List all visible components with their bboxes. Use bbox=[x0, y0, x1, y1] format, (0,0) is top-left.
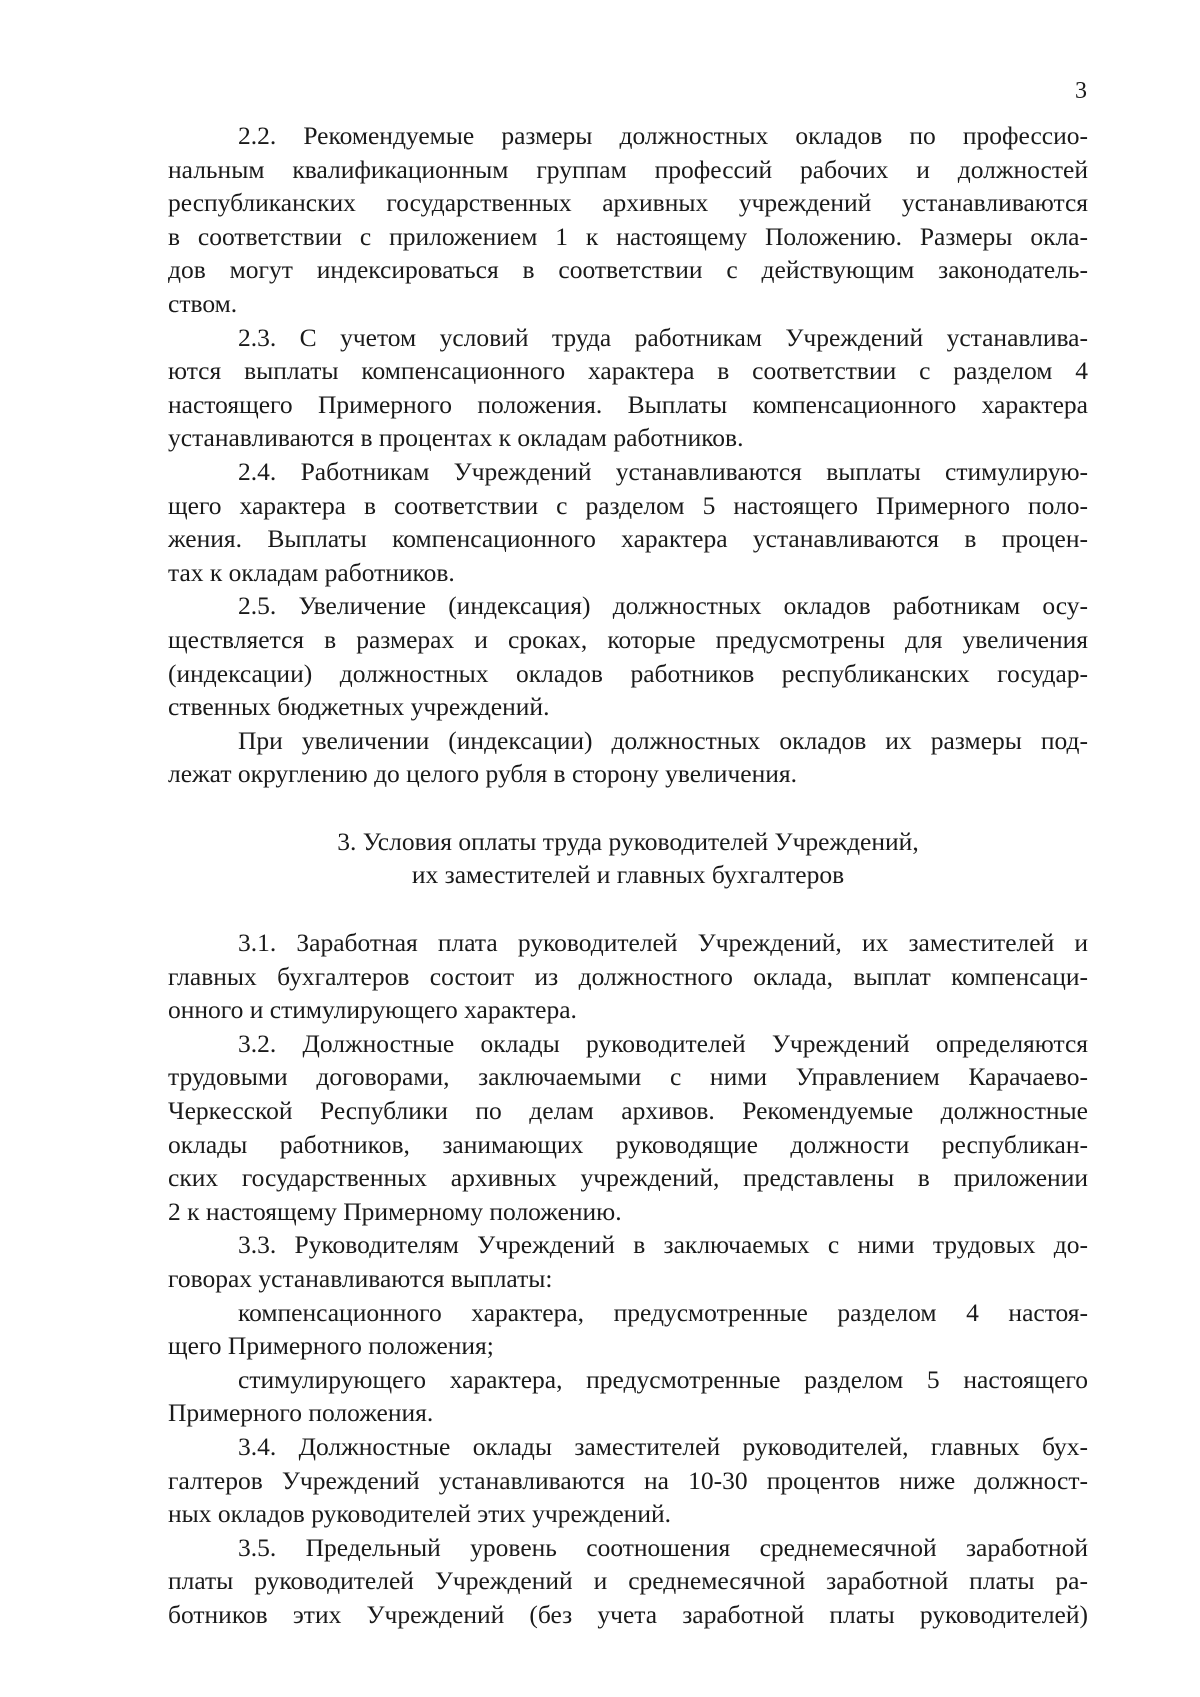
paragraph-line: ботников этих Учреждений (без учета заработной платы руководителей) bbox=[168, 1599, 1088, 1629]
paragraph-3-3-compensation bbox=[168, 1296, 1088, 1363]
paragraph-line: 2.4. Работникам Учреждений устанавливаются выплаты стимулирую- bbox=[238, 456, 1088, 486]
paragraph-line: тах к окладам работников. bbox=[168, 557, 455, 587]
paragraph-line: в соответствии с приложением 1 к настоящему Положению. Размеры окла- bbox=[168, 221, 1088, 251]
paragraph-line: Черкесской Республики по делам архивов. Рекомендуемые должностные bbox=[168, 1096, 1088, 1126]
paragraph-line: главных бухгалтеров состоит из должностного оклада, выплат компенсаци- bbox=[168, 961, 1088, 991]
paragraph-line: 2.5. Увеличение (индексация) должностных окладов работникам осу- bbox=[238, 591, 1088, 621]
paragraph-line: 2.3. С учетом условий труда работникам Учреждений устанавлива- bbox=[238, 322, 1088, 352]
paragraph-3-2 bbox=[168, 1027, 1088, 1229]
section-heading-line: их заместителей и главных бухгалтеров bbox=[411, 860, 845, 890]
paragraph-line: При увеличении (индексации) должностных окладов их размеры под- bbox=[238, 725, 1088, 755]
paragraph-line: (индексации) должностных окладов работников республиканских государ- bbox=[168, 658, 1088, 688]
paragraph-line: компенсационного характера, предусмотренные разделом 4 настоя- bbox=[238, 1297, 1088, 1327]
section-3-heading bbox=[168, 825, 1088, 892]
page-number: 3 bbox=[1075, 78, 1087, 104]
paragraph-line: 2 к настоящему Примерному положению. bbox=[168, 1196, 622, 1226]
paragraph-line: лежат округлению до целого рубля в сторону увеличения. bbox=[168, 759, 797, 789]
paragraph-line: говорах устанавливаются выплаты: bbox=[168, 1264, 553, 1293]
spacer bbox=[168, 791, 1088, 825]
paragraph-line: настоящего Примерного положения. Выплаты компенсационного характера bbox=[168, 389, 1088, 419]
paragraph-line: 3.5. Предельный уровень соотношения среднемесячной заработной bbox=[238, 1532, 1088, 1562]
paragraph-line: ских государственных архивных учреждений, представлены в приложении bbox=[168, 1163, 1088, 1193]
paragraph-line: дов могут индексироваться в соответствии с действующим законодатель- bbox=[168, 255, 1088, 285]
paragraph-line: ются выплаты компенсационного характера в соответствии с разделом 4 bbox=[168, 356, 1088, 386]
paragraph-line: оклады работников, занимающих руководящие должности республикан- bbox=[168, 1129, 1088, 1159]
paragraph-2-2 bbox=[168, 119, 1088, 321]
paragraph-line: ственных бюджетных учреждений. bbox=[168, 692, 550, 722]
paragraph-line: щего Примерного положения; bbox=[168, 1331, 494, 1361]
paragraph-2-5-rounding bbox=[168, 724, 1088, 791]
paragraph-line: 3.2. Должностные оклады руководителей Учреждений определяются bbox=[238, 1028, 1088, 1058]
paragraph-line: 3.4. Должностные оклады заместителей руководителей, главных бух- bbox=[238, 1431, 1088, 1461]
section-heading-line: 3. Условия оплаты труда руководителей Учреждений, bbox=[337, 826, 919, 856]
paragraph-line: платы руководителей Учреждений и среднемесячной заработной платы ра- bbox=[168, 1566, 1088, 1596]
spacer bbox=[168, 892, 1088, 926]
paragraph-2-3 bbox=[168, 321, 1088, 455]
paragraph-line: трудовыми договорами, заключаемыми с ними Управлением Карачаево- bbox=[168, 1062, 1088, 1092]
paragraph-line: нальным квалификационным группам профессий рабочих и должностей bbox=[168, 154, 1088, 184]
paragraph-line: 3.3. Руководителям Учреждений в заключаемых с ними трудовых до- bbox=[238, 1230, 1088, 1260]
paragraph-line: ных окладов руководителей этих учреждений. bbox=[168, 1499, 671, 1529]
paragraph-line: ством. bbox=[168, 288, 238, 318]
paragraph-line: устанавливаются в процентах к окладам работников. bbox=[168, 423, 744, 453]
paragraph-3-1 bbox=[168, 926, 1088, 1027]
paragraph-line: 3.1. Заработная плата руководителей Учреждений, их заместителей и bbox=[238, 928, 1088, 958]
paragraph-3-3 bbox=[168, 1228, 1088, 1295]
paragraph-line: 2.2. Рекомендуемые размеры должностных окладов по профессио- bbox=[238, 121, 1088, 150]
paragraph-line: жения. Выплаты компенсационного характера устанавливаются в процен- bbox=[168, 524, 1088, 554]
paragraph-line: стимулирующего характера, предусмотренные разделом 5 настоящего bbox=[238, 1364, 1088, 1394]
paragraph-3-3-incentive bbox=[168, 1363, 1088, 1430]
paragraph-3-4 bbox=[168, 1430, 1088, 1531]
paragraph-2-4 bbox=[168, 455, 1088, 589]
paragraph-3-5 bbox=[168, 1531, 1088, 1632]
paragraph-line: Примерного положения. bbox=[168, 1398, 434, 1428]
paragraph-line: галтеров Учреждений устанавливаются на 10-30 процентов ниже должност- bbox=[168, 1465, 1088, 1495]
paragraph-line: щего характера в соответствии с разделом 5 настоящего Примерного поло- bbox=[168, 490, 1088, 520]
paragraph-2-5 bbox=[168, 589, 1088, 723]
paragraph-line: республиканских государственных архивных учреждений устанавливаются bbox=[168, 188, 1088, 218]
paragraph-line: ществляется в размерах и сроках, которые предусмотрены для увеличения bbox=[168, 624, 1088, 654]
document-body bbox=[168, 119, 1088, 1632]
paragraph-line: онного и стимулирующего характера. bbox=[168, 995, 577, 1025]
